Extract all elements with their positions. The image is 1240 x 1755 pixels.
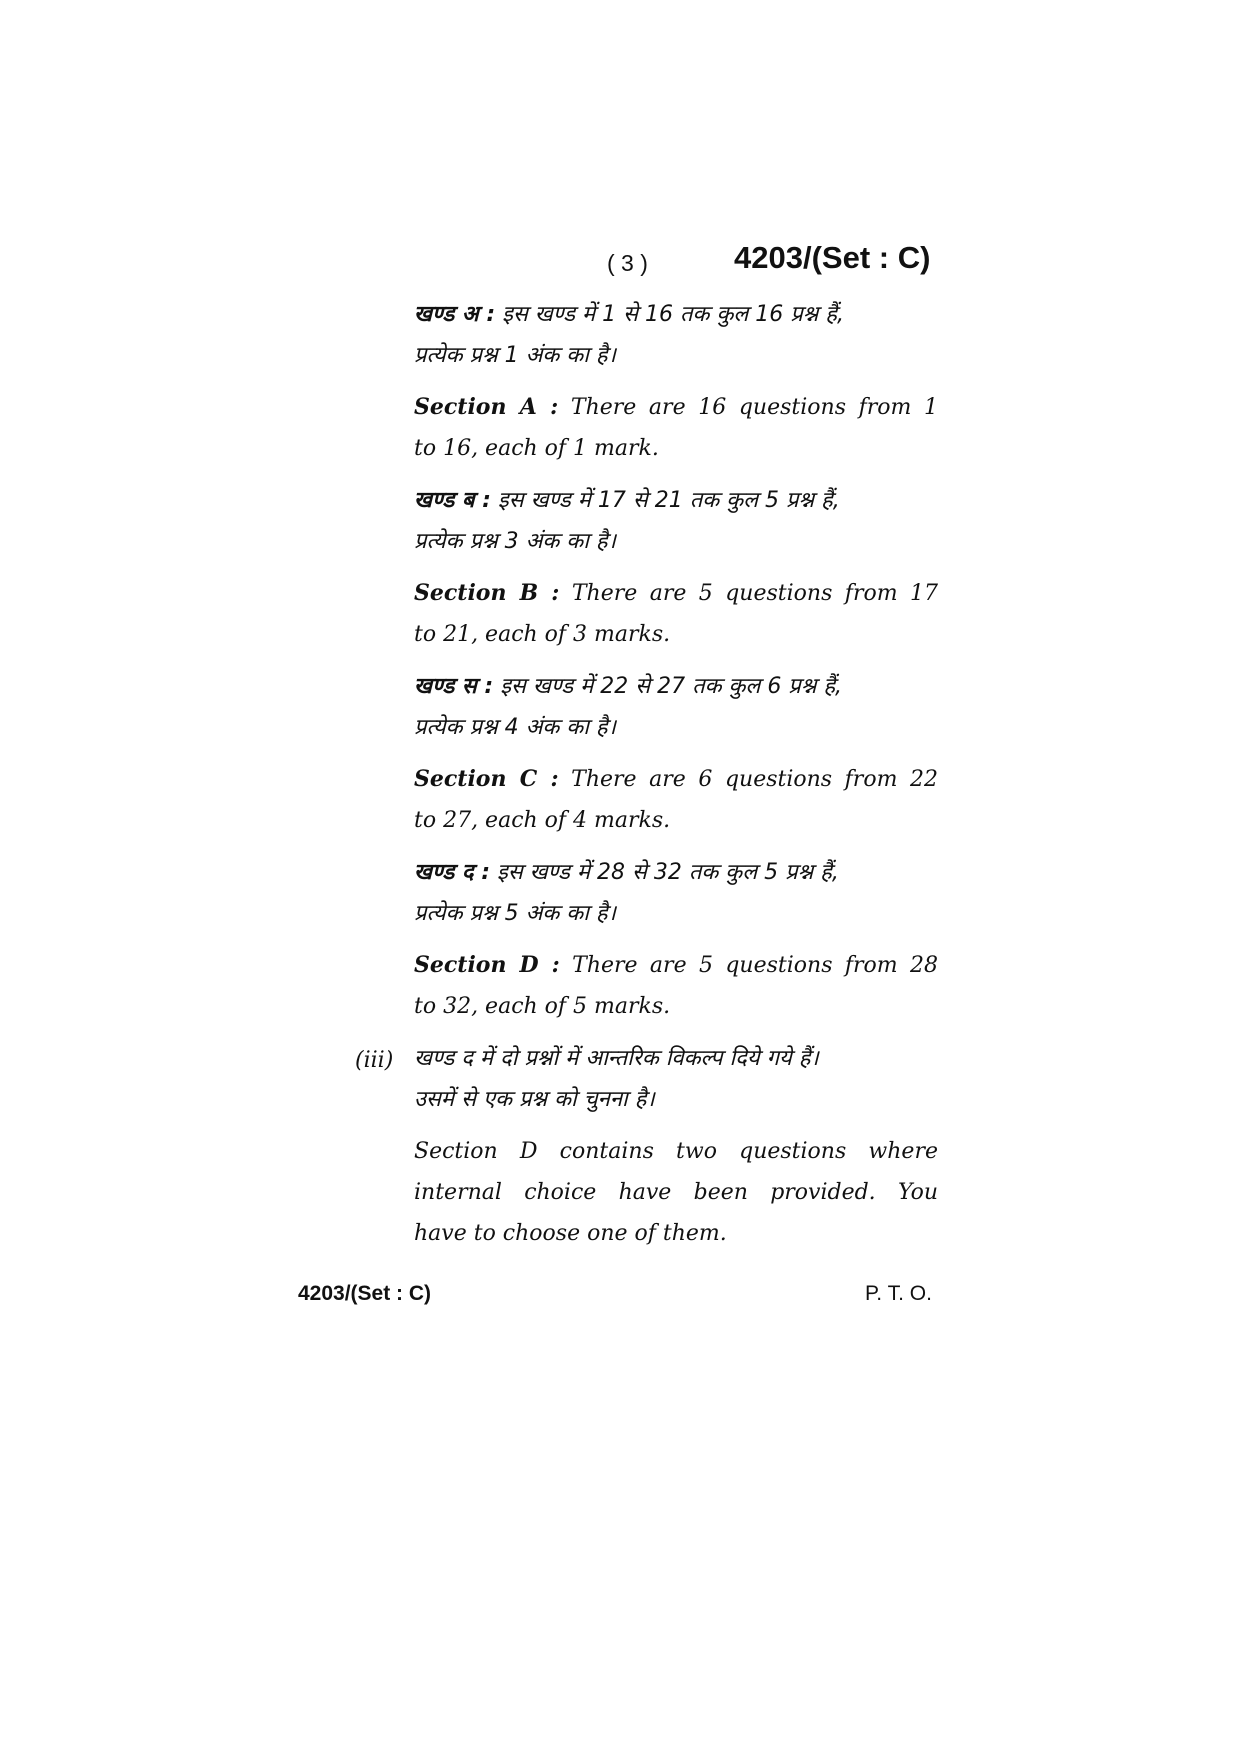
instructions-content	[414, 294, 938, 1265]
item-iii-english-line-1: Section D contains two questions where	[414, 1139, 938, 1164]
pto-label: P. T. O.	[865, 1282, 932, 1305]
section-b-english-line-1: Section B : There are 5 questions from 17	[414, 580, 939, 606]
section-b-label: Section B :	[414, 580, 560, 606]
section-c-hindi-line-2: प्रत्येक प्रश्न 4 अंक का है।	[414, 715, 616, 740]
item-iii-english	[414, 1131, 938, 1254]
item-iii-hindi-line-1: खण्ड द में दो प्रश्नों में आन्तरिक विकल्प दिये गये हैं।	[414, 1046, 819, 1071]
section-d-hindi	[414, 852, 938, 934]
section-a-hindi-label: खण्ड अ :	[414, 302, 496, 327]
item-iii-label: (iii)	[355, 1048, 394, 1073]
section-c-english-line-1: Section C : There are 6 questions from 22	[414, 766, 938, 792]
section-a-label: Section A :	[414, 394, 559, 420]
section-b-hindi	[414, 480, 938, 562]
section-a-hindi	[414, 294, 938, 376]
item-iii-hindi	[414, 1038, 938, 1120]
section-c-english	[414, 759, 938, 841]
section-b-hindi-line-2: प्रत्येक प्रश्न 3 अंक का है।	[414, 529, 616, 554]
section-d-hindi-line-1: खण्ड द : इस खण्ड में 28 से 32 तक कुल 5 प्रश्न हैं,	[414, 860, 839, 885]
paper-code-footer: 4203/(Set : C)	[298, 1282, 432, 1305]
section-d-english-line-1: Section D : There are 5 questions from 28	[414, 952, 938, 978]
section-d-label: Section D :	[414, 952, 560, 978]
section-a-english	[414, 387, 938, 469]
section-a-hindi-line-1: खण्ड अ : इस खण्ड में 1 से 16 तक कुल 16 प्रश्न हैं,	[414, 302, 844, 327]
item-iii-hindi-line-2: उसमें से एक प्रश्न को चुनना है।	[414, 1087, 655, 1112]
section-c-english-line-2: to 27, each of 4 marks.	[414, 808, 671, 833]
section-d-hindi-label: खण्ड द :	[414, 860, 491, 885]
section-d-english	[414, 945, 938, 1027]
section-c-hindi-label: खण्ड स :	[414, 674, 494, 699]
section-a-hindi-line-2: प्रत्येक प्रश्न 1 अंक का है।	[414, 343, 616, 368]
section-d-hindi-line-2: प्रत्येक प्रश्न 5 अंक का है।	[414, 901, 616, 926]
page-number: ( 3 )	[607, 250, 648, 276]
section-c-hindi-line-1: खण्ड स : इस खण्ड में 22 से 27 तक कुल 6 प्रश्न हैं,	[414, 674, 843, 699]
section-c-label: Section C :	[414, 766, 559, 792]
section-a-english-line-1: Section A : There are 16 questions from 1	[414, 394, 939, 420]
item-iii-english-line-2: internal choice have been provided. You	[414, 1180, 938, 1205]
section-c-hindi	[414, 666, 938, 748]
section-b-english	[414, 573, 938, 655]
section-b-hindi-line-1: खण्ड ब : इस खण्ड में 17 से 21 तक कुल 5 प्रश्न हैं,	[414, 488, 840, 513]
section-b-hindi-label: खण्ड ब :	[414, 488, 491, 513]
section-a-english-line-2: to 16, each of 1 mark.	[414, 436, 659, 461]
paper-code-header: 4203/(Set : C)	[734, 240, 931, 275]
section-d-english-line-2: to 32, each of 5 marks.	[414, 994, 671, 1019]
section-b-english-line-2: to 21, each of 3 marks.	[414, 622, 671, 647]
item-iii-english-line-3: have to choose one of them.	[414, 1221, 727, 1246]
